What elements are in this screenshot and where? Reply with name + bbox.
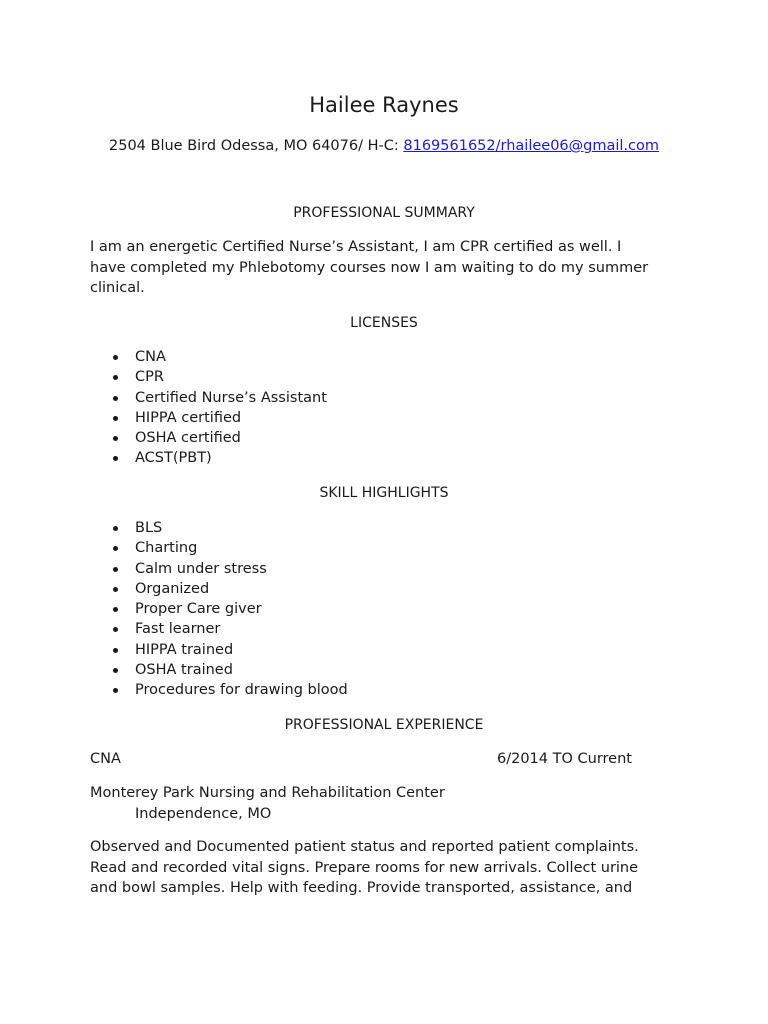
description-line: Observed and Documented patient status and reported patient complaints. — [90, 839, 639, 855]
contact-address: 2504 Blue Bird Odessa, MO 64076/ H-C: — [109, 138, 404, 154]
job-dates: 6/2014 TO Current — [497, 751, 632, 767]
candidate-name: Hailee Raynes — [309, 93, 459, 117]
description-line: Read and recorded vital signs. Prepare rooms for new arrivals. Collect urine — [90, 859, 639, 876]
contact-phone-email-link[interactable]: 8169561652/rhailee06@gmail.com — [403, 138, 659, 154]
license-item: Certified Nurse’s Assistant — [90, 388, 327, 408]
summary-line: clinical. — [90, 280, 145, 297]
skill-item: OSHA trained — [90, 660, 348, 680]
licenses-list — [90, 347, 327, 469]
contact-line — [0, 136, 768, 156]
license-item: ACST(PBT) — [90, 448, 327, 468]
job-title: CNA — [90, 751, 121, 767]
experience-heading: PROFESSIONAL EXPERIENCE — [284, 717, 484, 733]
summary-line: have completed my Phlebotomy courses now I am waiting to do my summer — [90, 259, 649, 276]
skill-item: BLS — [90, 518, 348, 538]
summary-paragraph — [90, 237, 690, 299]
summary-heading: PROFESSIONAL SUMMARY — [293, 205, 475, 221]
skill-item: Organized — [90, 579, 348, 599]
skill-item: HIPPA trained — [90, 640, 348, 660]
licenses-heading: LICENSES — [350, 315, 418, 331]
license-item: CNA — [90, 347, 327, 367]
license-item: HIPPA certified — [90, 408, 327, 428]
skill-item: Procedures for drawing blood — [90, 680, 348, 700]
skill-item: Calm under stress — [90, 559, 348, 579]
skill-item: Fast learner — [90, 619, 348, 639]
employer-location: Independence, MO — [135, 805, 272, 822]
skill-item: Charting — [90, 538, 348, 558]
skill-item: Proper Care giver — [90, 599, 348, 619]
skills-heading: SKILL HIGHLIGHTS — [319, 485, 449, 501]
summary-line: I am an energetic Certified Nurse’s Assistant, I am CPR certified as well. I — [90, 239, 622, 255]
job-description — [90, 837, 690, 899]
license-item: OSHA certified — [90, 428, 327, 448]
employer-block — [90, 783, 445, 824]
description-line: and bowl samples. Help with feeding. Provide transported, assistance, and — [90, 880, 633, 897]
skills-list — [90, 518, 348, 701]
license-item: CPR — [90, 367, 327, 387]
employer-name: Monterey Park Nursing and Rehabilitation Center — [90, 785, 445, 801]
